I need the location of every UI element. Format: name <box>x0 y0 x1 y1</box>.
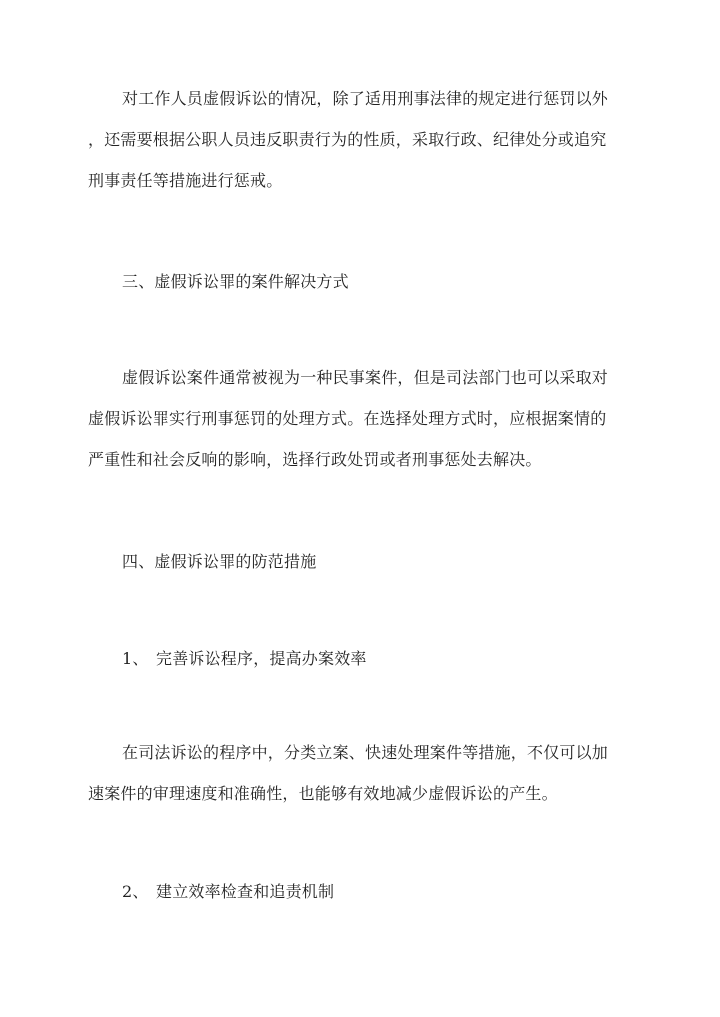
section-heading-3: 三、虚假诉讼罪的案件解决方式 <box>122 272 349 291</box>
paragraph-line: 虚假诉讼案件通常被视为一种民事案件，但是司法部门也可以采取对 <box>122 368 609 387</box>
section-heading-4: 四、虚假诉讼罪的防范措施 <box>122 552 317 571</box>
item-text: 建立效率检查和追责机制 <box>156 882 335 901</box>
item-text: 完善诉讼程序，提高办案效率 <box>156 649 367 668</box>
subheading-item-2 <box>122 880 334 904</box>
paragraph-line: 速案件的审理速度和准确性，也能够有效地减少虚假诉讼的产生。 <box>88 784 558 803</box>
item-number: 2、 <box>122 882 149 901</box>
paragraph-line: 虚假诉讼罪实行刑事惩罚的处理方式。在选择处理方式时，应根据案情的 <box>88 409 607 428</box>
paragraph-line: 在司法诉讼的程序中，分类立案、快速处理案件等措施，不仅可以加 <box>122 743 609 762</box>
paragraph-penalty-measures <box>88 78 633 201</box>
paragraph-line: 严重性和社会反响的影响，选择行政处罚或者刑事惩处去解决。 <box>88 450 542 469</box>
item-number: 1、 <box>122 649 149 668</box>
paragraph-line: 刑事责任等措施进行惩戒。 <box>88 171 283 190</box>
paragraph-resolution-methods <box>88 357 633 480</box>
subheading-item-1 <box>122 647 367 671</box>
paragraph-line: ，还需要根据公职人员违反职责行为的性质，采取行政、纪律处分或追究 <box>88 130 607 149</box>
paragraph-line: 对工作人员虚假诉讼的情况，除了适用刑事法律的规定进行惩罚以外 <box>122 89 609 108</box>
paragraph-procedure-efficiency <box>88 732 633 814</box>
